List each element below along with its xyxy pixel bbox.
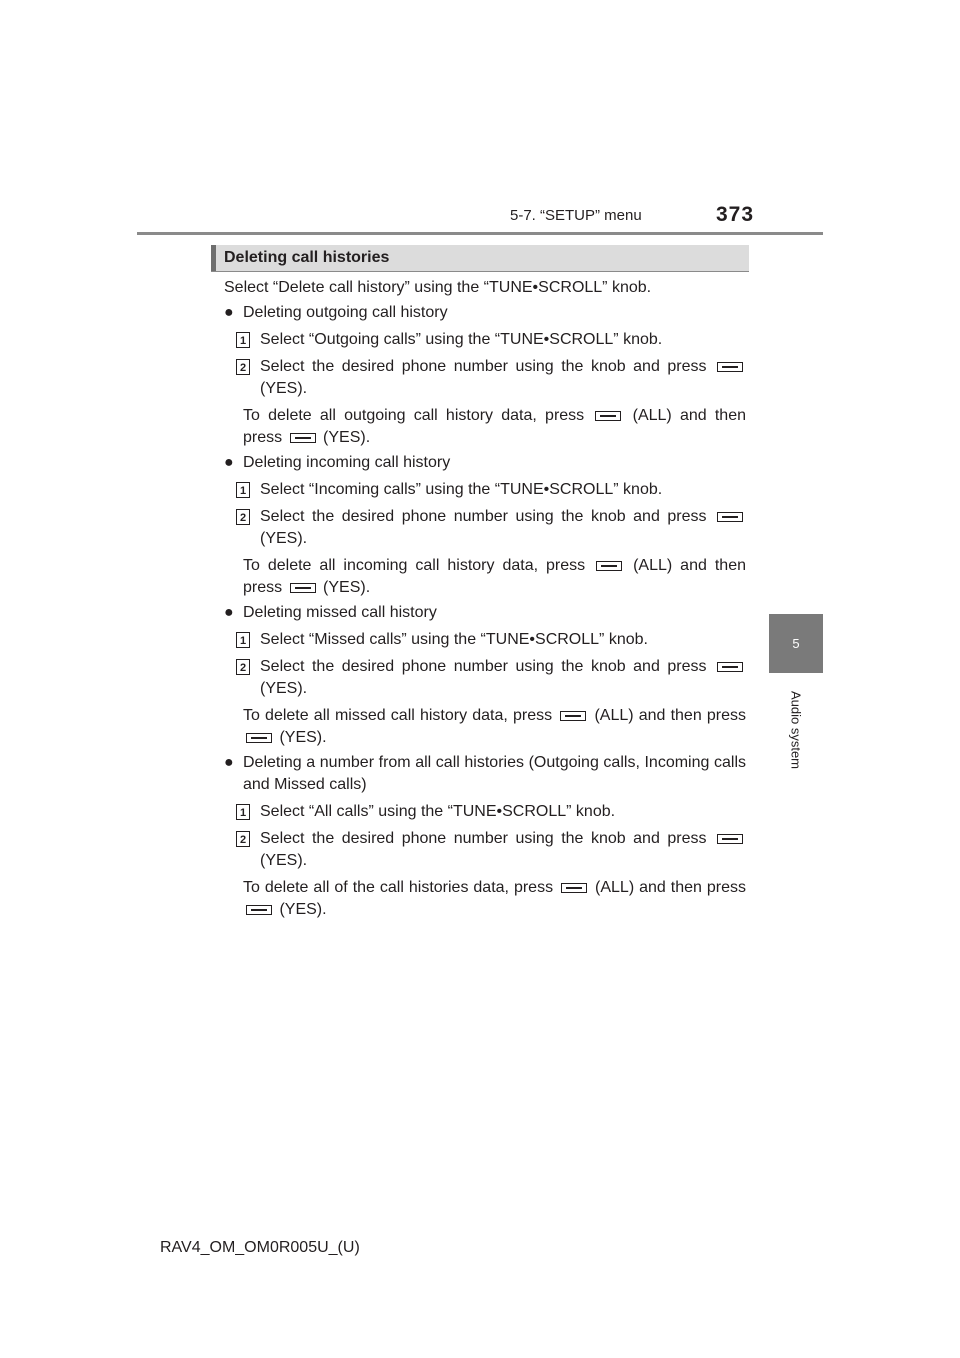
step-1 <box>224 479 746 501</box>
soft-button-icon <box>717 362 743 372</box>
note-part: (ALL) and then press <box>243 407 746 446</box>
soft-button-icon <box>717 662 743 672</box>
step-number-icon: 2 <box>236 831 250 847</box>
section-heading <box>211 245 749 272</box>
page-number: 373 <box>716 203 755 226</box>
note-part: (ALL) and then press <box>594 707 746 724</box>
step-text: Select the desired phone number using the knob and press <box>260 658 707 675</box>
soft-button-icon <box>717 834 743 844</box>
note-text <box>224 877 746 921</box>
bullet-text: Deleting outgoing call history <box>243 304 448 321</box>
step-text-yes: (YES). <box>260 530 308 547</box>
step-number-icon: 1 <box>236 632 250 648</box>
step-text-yes: (YES). <box>260 680 308 697</box>
header-rule <box>137 232 823 235</box>
step-text-yes: (YES). <box>260 852 308 869</box>
step-2 <box>224 656 746 700</box>
chapter-number: 5 <box>792 636 800 651</box>
step-1 <box>224 329 746 351</box>
soft-button-icon <box>595 411 621 421</box>
step-1 <box>224 629 746 651</box>
soft-button-icon <box>561 883 587 893</box>
step-number-icon: 1 <box>236 482 250 498</box>
step-text: Select “Outgoing calls” using the “TUNE•SCROLL” knob. <box>260 331 663 348</box>
note-text <box>224 705 746 749</box>
document-code: RAV4_OM_OM0R005U_(U) <box>160 1239 360 1256</box>
step-text: Select “All calls” using the “TUNE•SCROLL” knob. <box>260 803 616 820</box>
bullet-icon: ● <box>224 304 234 321</box>
step-number-icon: 1 <box>236 804 250 820</box>
note-part: To delete all of the call histories data, press <box>243 879 554 896</box>
step-text: Select “Missed calls” using the “TUNE•SCROLL” knob. <box>260 631 648 648</box>
bullet-item <box>224 752 746 796</box>
soft-button-icon <box>290 433 316 443</box>
step-text: Select “Incoming calls” using the “TUNE•SCROLL” knob. <box>260 481 663 498</box>
note-part: To delete all outgoing call history data, press <box>243 407 585 424</box>
step-2 <box>224 506 746 550</box>
bullet-text: Deleting a number from all call histories (Outgoing calls, Incoming calls and Missed calls) <box>243 754 746 793</box>
section-heading-text: Deleting call histories <box>224 249 390 266</box>
soft-button-icon <box>717 512 743 522</box>
bullet-icon: ● <box>224 754 234 771</box>
soft-button-icon <box>246 733 272 743</box>
note-part: (ALL) and then press <box>595 879 747 896</box>
step-number-icon: 2 <box>236 509 250 525</box>
bullet-item <box>224 302 746 324</box>
bullet-icon: ● <box>224 604 234 621</box>
note-text <box>224 405 746 449</box>
step-2 <box>224 828 746 872</box>
step-text-yes: (YES). <box>260 380 308 397</box>
chapter-tab <box>769 614 823 673</box>
chapter-title: Audio system <box>788 690 804 770</box>
soft-button-icon <box>596 561 622 571</box>
step-text: Select the desired phone number using the knob and press <box>260 358 707 375</box>
soft-button-icon <box>290 583 316 593</box>
bullet-icon: ● <box>224 454 234 471</box>
note-part: (YES). <box>279 901 327 918</box>
step-2 <box>224 356 746 400</box>
bullet-text: Deleting incoming call history <box>243 454 451 471</box>
soft-button-icon <box>560 711 586 721</box>
note-part: (ALL) and then press <box>243 557 746 596</box>
bullet-text: Deleting missed call history <box>243 604 437 621</box>
note-part: To delete all missed call history data, press <box>243 707 553 724</box>
bullet-item <box>224 602 746 624</box>
note-part: (YES). <box>323 429 371 446</box>
step-number-icon: 2 <box>236 359 250 375</box>
step-text: Select the desired phone number using the knob and press <box>260 830 707 847</box>
header-section-title: 5-7. “SETUP” menu <box>510 207 642 224</box>
note-part: (YES). <box>323 579 371 596</box>
heading-accent-bar <box>211 245 216 271</box>
intro-text: Select “Delete call history” using the “TUNE•SCROLL” knob. <box>224 279 652 296</box>
soft-button-icon <box>246 905 272 915</box>
section-body <box>224 277 746 921</box>
bullet-item <box>224 452 746 474</box>
note-text <box>224 555 746 599</box>
step-text: Select the desired phone number using the knob and press <box>260 508 707 525</box>
note-part: To delete all incoming call history data, press <box>243 557 586 574</box>
chapter-title-vertical <box>769 680 823 780</box>
step-number-icon: 1 <box>236 332 250 348</box>
step-number-icon: 2 <box>236 659 250 675</box>
step-1 <box>224 801 746 823</box>
note-part: (YES). <box>279 729 327 746</box>
